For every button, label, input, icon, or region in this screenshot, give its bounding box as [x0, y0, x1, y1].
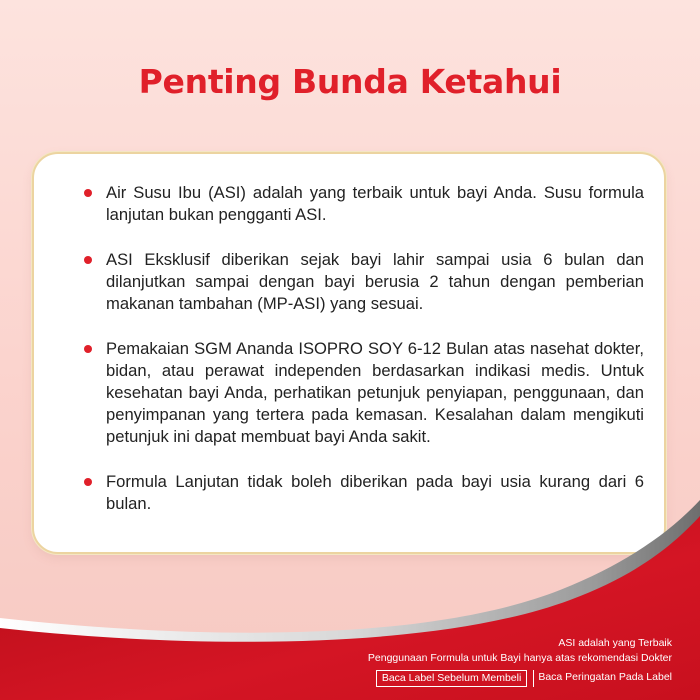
- list-item: [84, 182, 644, 226]
- bullet-text: Air Susu Ibu (ASI) adalah yang terbaik untuk bayi Anda. Susu formula lanjutan bukan pengganti ASI.: [106, 183, 644, 224]
- warning-label: Baca Peringatan Pada Label: [533, 670, 672, 687]
- footer-line-2: Penggunaan Formula untuk Bayi hanya atas rekomendasi Dokter: [367, 652, 672, 664]
- list-item: [84, 249, 644, 315]
- bullet-dot-icon: [84, 256, 92, 264]
- label-box: Baca Label Sebelum Membeli: [376, 670, 528, 687]
- bullet-text: Pemakaian SGM Ananda ISOPRO SOY 6-12 Bulan atas nasehat dokter, bidan, atau perawat independen berdasarkan indikasi medis. Untuk kesehatan bayi Anda, perhatikan petunjuk penyiapan, penggunaan, dan penyimpanan yang tertera pada kemasan. Kesalahan dalam mengikuti petunjuk ini dapat membuat bayi Anda sakit.: [106, 339, 644, 446]
- footer-labels: [368, 670, 672, 687]
- bullet-dot-icon: [84, 189, 92, 197]
- footer-disclaimer: [368, 636, 672, 687]
- bullet-text: Formula Lanjutan tidak boleh diberikan pada bayi usia kurang dari 6 bulan.: [106, 472, 644, 513]
- page-title: Penting Bunda Ketahui: [138, 62, 562, 101]
- bullet-list: [84, 182, 644, 515]
- footer-line-1: ASI adalah yang Terbaik: [558, 637, 672, 649]
- bullet-text: ASI Eksklusif diberikan sejak bayi lahir sampai usia 6 bulan dan dilanjutkan sampai dengan bayi berusia 2 tahun dengan pemberian makanan tambahan (MP-ASI) yang sesuai.: [106, 250, 644, 313]
- list-item: [84, 338, 644, 448]
- bullet-dot-icon: [84, 345, 92, 353]
